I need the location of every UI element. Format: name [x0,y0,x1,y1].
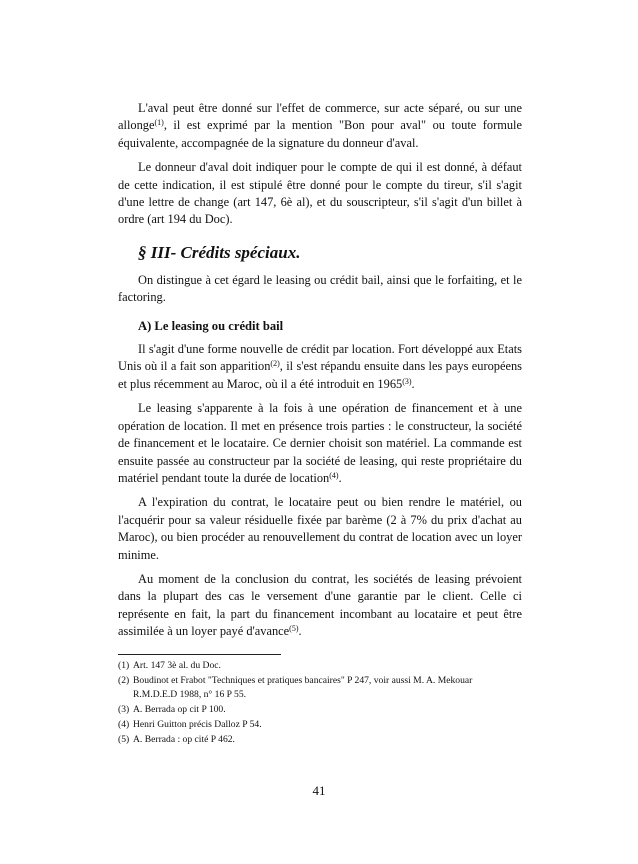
footnote-divider [118,654,281,655]
paragraph-aval-beneficiary: Le donneur d'aval doit indiquer pour le compte de qui il est donné, à défaut de cette indication, il est stipulé être donné pour le compte du tireur, s'il s'agit d'une lettre de change (art 147, 6è al), et du souscripteur, s'il s'agit d'un billet à ordre (art 194 du Doc). [118,160,522,227]
page-number: 41 [312,783,326,798]
footnote-item: (1) Art. 147 3è al. du Doc. [118,660,221,671]
footnote-ref: (2) [270,359,280,369]
section-title: § III- Crédits spéciaux. [138,242,301,262]
footnote-item: (5) A. Berrada : op cité P 462. [118,733,235,745]
paragraph-aval-form: L'aval peut être donné sur l'effet de commerce, sur acte séparé, ou sur une allonge$^{(1)}$, il est exprimé par la mention "Bon pour aval" ou toute formule équivalente, accompagnée de la signature du donneur d'aval. [118,101,522,150]
subsection-title: A) Le leasing ou crédit bail [138,318,284,333]
footnote-item: (2) Boudinot et Frabot "Techniques et pratiques bancaires" P 247, voir aussi M. A. Mekouar R.M.D.E.D 1988, n° 16 P 55. [118,675,473,700]
paragraph-section-intro: On distingue à cet égard le leasing ou crédit bail, ainsi que le forfaiting, et le factoring. [118,272,522,305]
paragraph-leasing-expiration: A l'expiration du contrat, le locataire peut ou bien rendre le matériel, ou l'acquérir pour sa valeur résiduelle fixée par barème (2 à 7% du prix d'achat au Maroc), ou bien procéder au renouvellement du contrat de location avec un loyer minime. [118,495,522,562]
footnote-ref: (3) [402,376,412,386]
paragraph-leasing-guarantee: Au moment de la conclusion du contrat, les sociétés de leasing prévoient dans la plupart des cas le versement d'une garantie par le client. Celle ci représente en fait, la part du financement incombant au locataire et peut être assimilée à un loyer payé d'avance$^{(5)}$. [118,571,522,639]
footnotes [118,659,522,748]
body-text [118,100,522,648]
paragraph-leasing-parties: Le leasing s'apparente à la fois à une opération de financement et à une opération de location. Il met en présence trois parties : le constructeur, la société de financement et le locataire. Ce dernier choisit son matériel. La commande est ensuite passée au constructeur par la société de leasing, qui reste propriétaire du matériel pendant toute la durée de location$^{(4)}$. [118,401,522,485]
footnote-ref: (4) [329,470,339,480]
footnote-item: (4) Henri Guitton précis Dalloz P 54. [118,718,262,730]
footnote-ref: (5) [289,624,299,634]
footnote-ref: (1) [154,118,164,128]
footnote-item: (3) A. Berrada op cit P 100. [118,703,226,715]
paragraph-leasing-definition: Il s'agit d'une forme nouvelle de crédit par location. Fort développé aux Etats Unis où il a fait son apparition$^{(2)}$, il s'est répandu ensuite dans les pays européens et plus récemment au Maroc, où il a été introduit en 1965$^{(3)}$. [118,342,522,391]
